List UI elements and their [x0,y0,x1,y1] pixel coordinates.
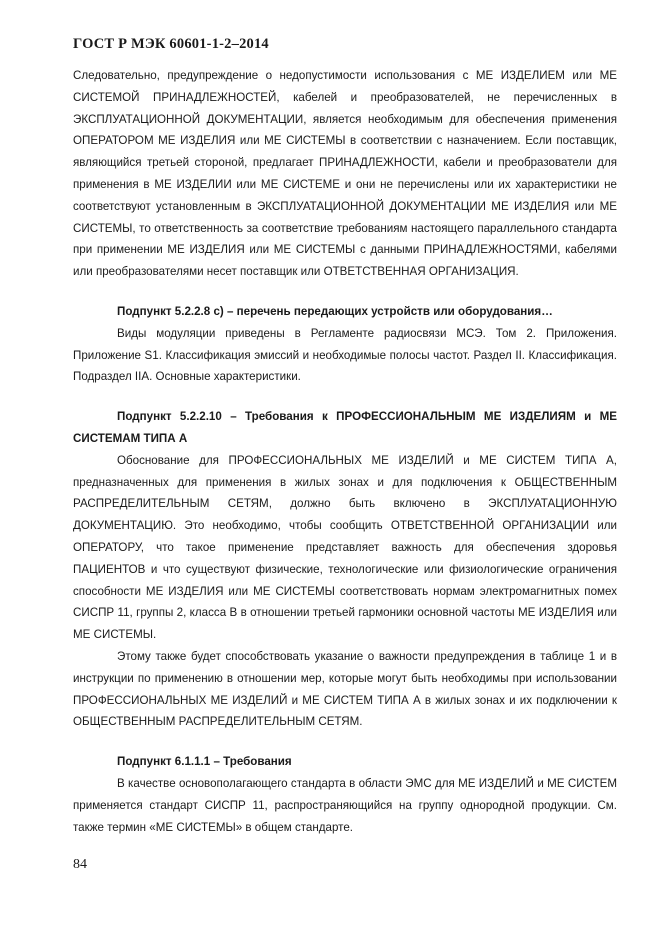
paragraph-professional-rationale: Обоснование для ПРОФЕССИОНАЛЬНЫХ МЕ ИЗДЕЛИЙ и МЕ СИСТЕМ ТИПА А, предназначенных для применения в жилых зонах и для подключения к ОБЩЕСТВЕННЫМ РАСПРЕДЕЛИТЕЛЬНЫМ СЕТЯМ, должно быть включено в ЭКСПЛУАТАЦИОННУЮ ДОКУМЕНТАЦИЮ. Это необходимо, чтобы сообщить ОТВЕТСТВЕННОЙ ОРГАНИЗАЦИИ или ОПЕРАТОРУ, что такое применение представляет важность для обеспечения здоровья ПАЦИЕНТОВ и что существуют физические, технологические или физиологические ограничения способности МЕ ИЗДЕЛИЯ или МЕ СИСТЕМЫ соответствовать нормам электромагнитных помех СИСПР 11, группы 2, класса В в отношении третьей гармоники основной частоты МЕ ИЗДЕЛИЯ или МЕ СИСТЕМЫ. [73,453,617,642]
document-body [73,65,617,838]
document-header: ГОСТ Р МЭК 60601-1-2–2014 [73,36,269,52]
page-number: 84 [73,857,87,872]
subclause-heading-5-2-2-8: Подпункт 5.2.2.8 с) – перечень передающих устройств или оборудования… [117,304,553,318]
subclause-heading-5-2-2-10: Подпункт 5.2.2.10 – Требования к ПРОФЕССИОНАЛЬНЫМ МЕ ИЗДЕЛИЯМ и МЕ СИСТЕМАМ ТИПА А [73,410,617,445]
paragraph-modulation-types: Виды модуляции приведены в Регламенте радиосвязи МСЭ. Том 2. Приложения. Приложение S1. Классификация эмиссий и необходимые полосы частот. Раздел II. Классификация. Подраздел IIA. Основные характеристики. [73,326,617,384]
subclause-heading-6-1-1-1: Подпункт 6.1.1.1 – Требования [117,755,292,769]
paragraph-warning-importance: Этому также будет способствовать указание о важности предупреждения в таблице 1 и в инструкции по применению в отношении мер, которые могут быть необходимы при использовании ПРОФЕССИОНАЛЬНЫХ МЕ ИЗДЕЛИЙ и МЕ СИСТЕМ ТИПА А в жилых зонах и их подключении к ОБЩЕСТВЕННЫМ РАСПРЕДЕЛИТЕЛЬНЫМ СЕТЯМ. [73,649,617,729]
paragraph-cispr-standard: В качестве основополагающего стандарта в области ЭМС для МЕ ИЗДЕЛИЙ и МЕ СИСТЕМ применяется стандарт СИСПР 11, распространяющийся на группу однородной продукции. См. также термин «МЕ СИСТЕМЫ» в общем стандарте. [73,776,617,834]
paragraph-accessories-warning: Следовательно, предупреждение о недопустимости использования с МЕ ИЗДЕЛИЕМ или МЕ СИСТЕМОЙ ПРИНАДЛЕЖНОСТЕЙ, кабелей и преобразователей, не перечисленных в ЭКСПЛУАТАЦИОННОЙ ДОКУМЕНТАЦИИ, является необходимым для обеспечения применения ОПЕРАТОРОМ МЕ ИЗДЕЛИЯ или МЕ СИСТЕМЫ в соответствии с назначением. Если поставщик, являющийся третьей стороной, предлагает ПРИНАДЛЕЖНОСТИ, кабели и преобразователи для применения в МЕ ИЗДЕЛИИ или МЕ СИСТЕМЕ и они не перечислены или их характеристики не соответствуют установленным в ЭКСПЛУАТАЦИОННОЙ ДОКУМЕНТАЦИИ МЕ ИЗДЕЛИЯ или МЕ СИСТЕМЫ, то ответственность за соответствие требованиям настоящего параллельного стандарта при применении МЕ ИЗДЕЛИЯ или МЕ СИСТЕМЫ с данными ПРИНАДЛЕЖНОСТЯМИ, кабелями или преобразователями несет поставщик или ОТВЕТСТВЕННАЯ ОРГАНИЗАЦИЯ. [73,69,617,279]
